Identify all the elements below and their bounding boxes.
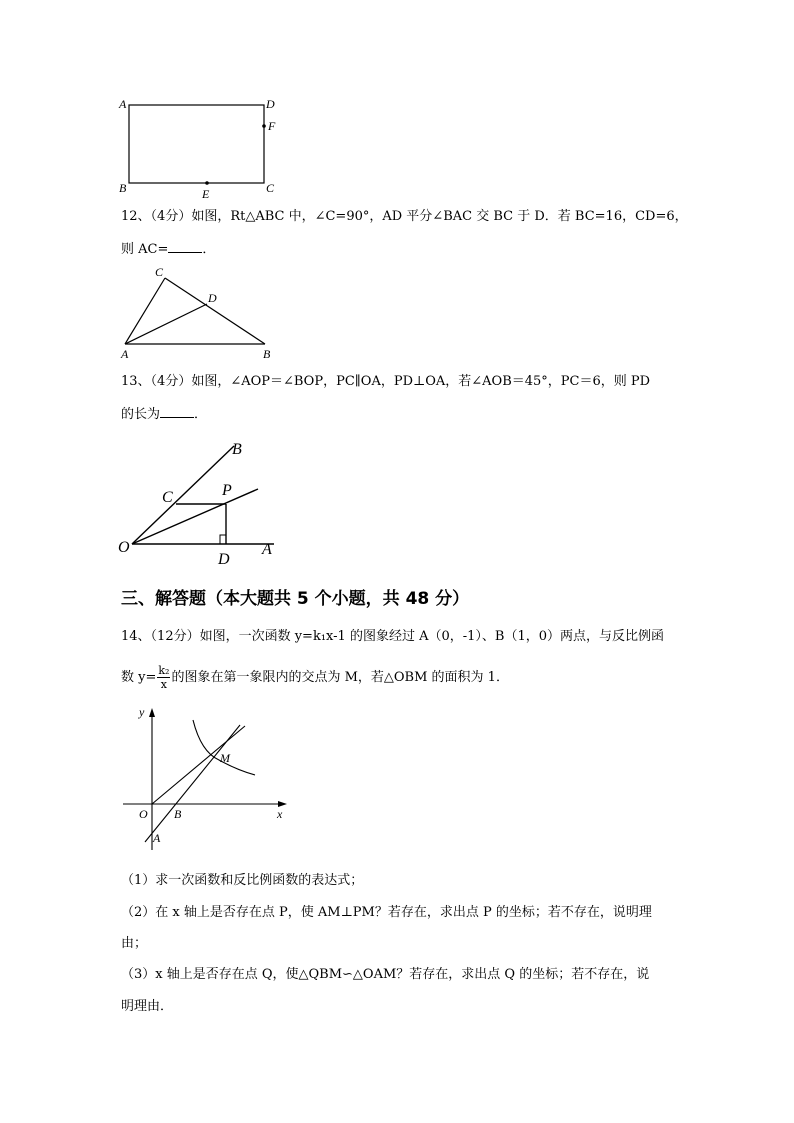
label-a: A: [153, 831, 161, 845]
question-14-part-2-line-1: （2）在 x 轴上是否存在点 P，使 AM⊥PM？若存在，求出点 P 的坐标；若不存在，说明理: [121, 905, 652, 920]
label-c: C: [162, 489, 173, 506]
label-b: B: [263, 347, 271, 361]
label-m: M: [220, 751, 230, 765]
label-f: F: [268, 119, 276, 133]
label-d: D: [266, 97, 275, 111]
question-12-suffix: ．: [202, 242, 216, 257]
figure-triangle-abc: [115, 264, 285, 364]
question-12-line-1: 12、（4分）如图，Rt△ABC 中，∠C=90°，AD 平分∠BAC 交 BC 于 D．若 BC=16，CD=6，: [121, 209, 688, 224]
question-14-suffix: 的图象在第一象限内的交点为 M，若△OBM 的面积为 1．: [171, 670, 509, 685]
question-14-part-1: （1）求一次函数和反比例函数的表达式；: [121, 873, 364, 888]
question-12-line-2: [121, 240, 215, 260]
fraction-numerator: k₂: [158, 664, 170, 677]
label-b: B: [119, 181, 127, 195]
label-y: y: [139, 705, 145, 719]
question-14-prefix: 数 y=: [121, 670, 157, 685]
question-12-prefix: 则 AC=: [121, 242, 169, 257]
label-c: C: [266, 181, 275, 195]
question-13-line-2: [121, 405, 207, 425]
label-p: P: [222, 482, 232, 499]
question-13-line-1: 13、（4分）如图，∠AOP＝∠BOP，PC∥OA，PD⊥OA，若∠AOB＝45°，PC＝6，则 PD: [121, 374, 651, 389]
label-b: B: [232, 441, 242, 458]
label-e: E: [202, 187, 210, 201]
label-c: C: [155, 265, 164, 279]
label-b: B: [174, 807, 182, 821]
answer-blank-13[interactable]: [160, 405, 194, 418]
label-a: A: [121, 347, 129, 361]
label-x: x: [277, 807, 283, 821]
question-13-suffix: ．: [194, 407, 208, 422]
question-13-prefix: 的长为: [121, 407, 161, 422]
section-3-title: 三、解答题（本大题共 5 个小题，共 48 分）: [121, 589, 470, 609]
label-o: O: [118, 539, 130, 556]
label-o: O: [139, 807, 148, 821]
question-14-part-3-line-1: （3）x 轴上是否存在点 Q，使△QBM∽△OAM？若存在，求出点 Q 的坐标；若不存在，说: [121, 967, 650, 982]
figure-rectangle-abcd: [110, 92, 290, 204]
question-14-line-2: [121, 664, 509, 691]
label-d: D: [218, 551, 230, 568]
label-a: A: [262, 541, 272, 558]
label-a: A: [119, 97, 127, 111]
fraction-k2-over-x: [157, 664, 170, 691]
question-14-part-2-line-2: 由；: [121, 936, 148, 951]
fraction-denominator: x: [160, 678, 168, 691]
question-14-line-1: 14、（12分）如图，一次函数 y=k₁x-1 的图象经过 A（0，-1）、B（1，0）两点，与反比例函: [121, 629, 664, 644]
question-14-part-3-line-2: 明理由．: [121, 999, 174, 1014]
label-d: D: [208, 291, 217, 305]
answer-blank-12[interactable]: [168, 240, 202, 253]
figure-angle-aob: [112, 432, 292, 572]
figure-coordinate-graph: [115, 700, 295, 860]
